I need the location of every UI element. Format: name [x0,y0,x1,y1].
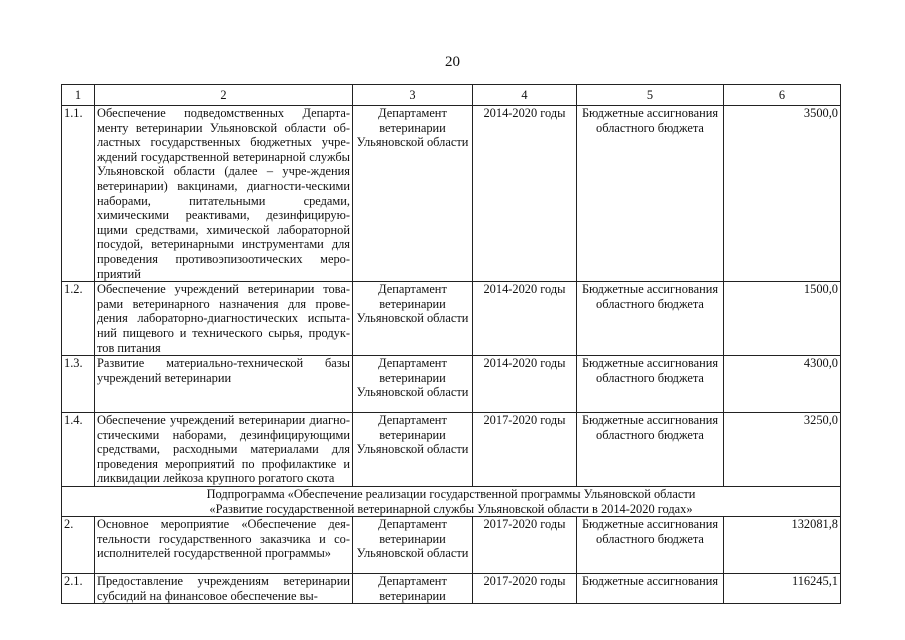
subprogram-heading-line-1: Подпрограмма «Обеспечение реализации государственной программы Ульяновской области [206,487,696,502]
activity-name: Обеспечение подведомственных Департа-менту ветеринарии Ульяновской области об-ластных государственных бюджетных учре-ждений государственной ветеринарной службы Ульяновской области (далее – учре-ждения ветеринарии) вакцинами, диагности-ческими наборами, питательными средами, химическими реактивами, дезинфицирую-щими средствами, химической лабораторной посудой, ветеринарными инструментами для проведения противоэпизоотических меро-приятий [95,106,353,282]
activity-name: Обеспечение учреждений ветеринарии това-рами ветеринарного назначения для прове-дения лабораторно-диагностических испыта-ний пищевого и технического сырья, продук-тов питания [95,282,353,356]
activity-name: Развитие материально-технической базы учреждений ветеринарии [95,356,353,413]
table-header-row [62,85,841,106]
executor: Департамент ветеринарии Ульяновской области [353,282,473,356]
column-header-1: 1 [62,85,95,106]
amount: 132081,8 [724,517,841,574]
amount: 1500,0 [724,282,841,356]
table-row [62,106,841,282]
column-header-5: 5 [577,85,724,106]
table-row [62,356,841,413]
funding-source: Бюджетные ассигнования областного бюджета [577,106,724,282]
period: 2014-2020 годы [473,282,577,356]
executor: Департамент ветеринарии Ульяновской области [353,356,473,413]
row-number: 1.4. [62,413,95,487]
funding-source: Бюджетные ассигнования [577,574,724,604]
period: 2017-2020 годы [473,574,577,604]
funding-source: Бюджетные ассигнования областного бюджета [577,413,724,487]
column-header-6: 6 [724,85,841,106]
page-number: 20 [445,54,460,70]
table-row [62,517,841,574]
amount: 4300,0 [724,356,841,413]
activity-name: Предоставление учреждениям ветеринарии субсидий на финансовое обеспечение вы- [95,574,353,604]
row-number: 2.1. [62,574,95,604]
table-row [62,413,841,487]
amount: 116245,1 [724,574,841,604]
amount: 3250,0 [724,413,841,487]
budget-table [61,84,841,604]
funding-source: Бюджетные ассигнования областного бюджета [577,356,724,413]
period: 2017-2020 годы [473,517,577,574]
column-header-2: 2 [95,85,353,106]
executor: Департамент ветеринарии Ульяновской области [353,413,473,487]
column-header-3: 3 [353,85,473,106]
row-number: 2. [62,517,95,574]
column-header-4: 4 [473,85,577,106]
period: 2014-2020 годы [473,356,577,413]
row-number: 1.2. [62,282,95,356]
funding-source: Бюджетные ассигнования областного бюджета [577,282,724,356]
activity-name: Обеспечение учреждений ветеринарии диагно-стическими наборами, дезинфицирующими средствами, расходными материалами для проведения мероприятий по профилактике и ликвидации лейкоза крупного рогатого скота [95,413,353,487]
activity-name: Основное мероприятие «Обеспечение дея-тельности государственного заказчика и со-исполнителей государственной программы» [95,517,353,574]
subprogram-heading-row [62,487,841,517]
subprogram-heading-line-2: «Развитие государственной ветеринарной службы Ульяновской области в 2014-2020 годах» [209,501,693,516]
row-number: 1.3. [62,356,95,413]
table-row [62,282,841,356]
funding-source: Бюджетные ассигнования областного бюджета [577,517,724,574]
amount: 3500,0 [724,106,841,282]
executor: Департамент ветеринарии [353,574,473,604]
row-number: 1.1. [62,106,95,282]
subprogram-heading [62,487,841,517]
executor: Департамент ветеринарии Ульяновской области [353,106,473,282]
period: 2014-2020 годы [473,106,577,282]
executor: Департамент ветеринарии Ульяновской области [353,517,473,574]
table-row [62,574,841,604]
period: 2017-2020 годы [473,413,577,487]
